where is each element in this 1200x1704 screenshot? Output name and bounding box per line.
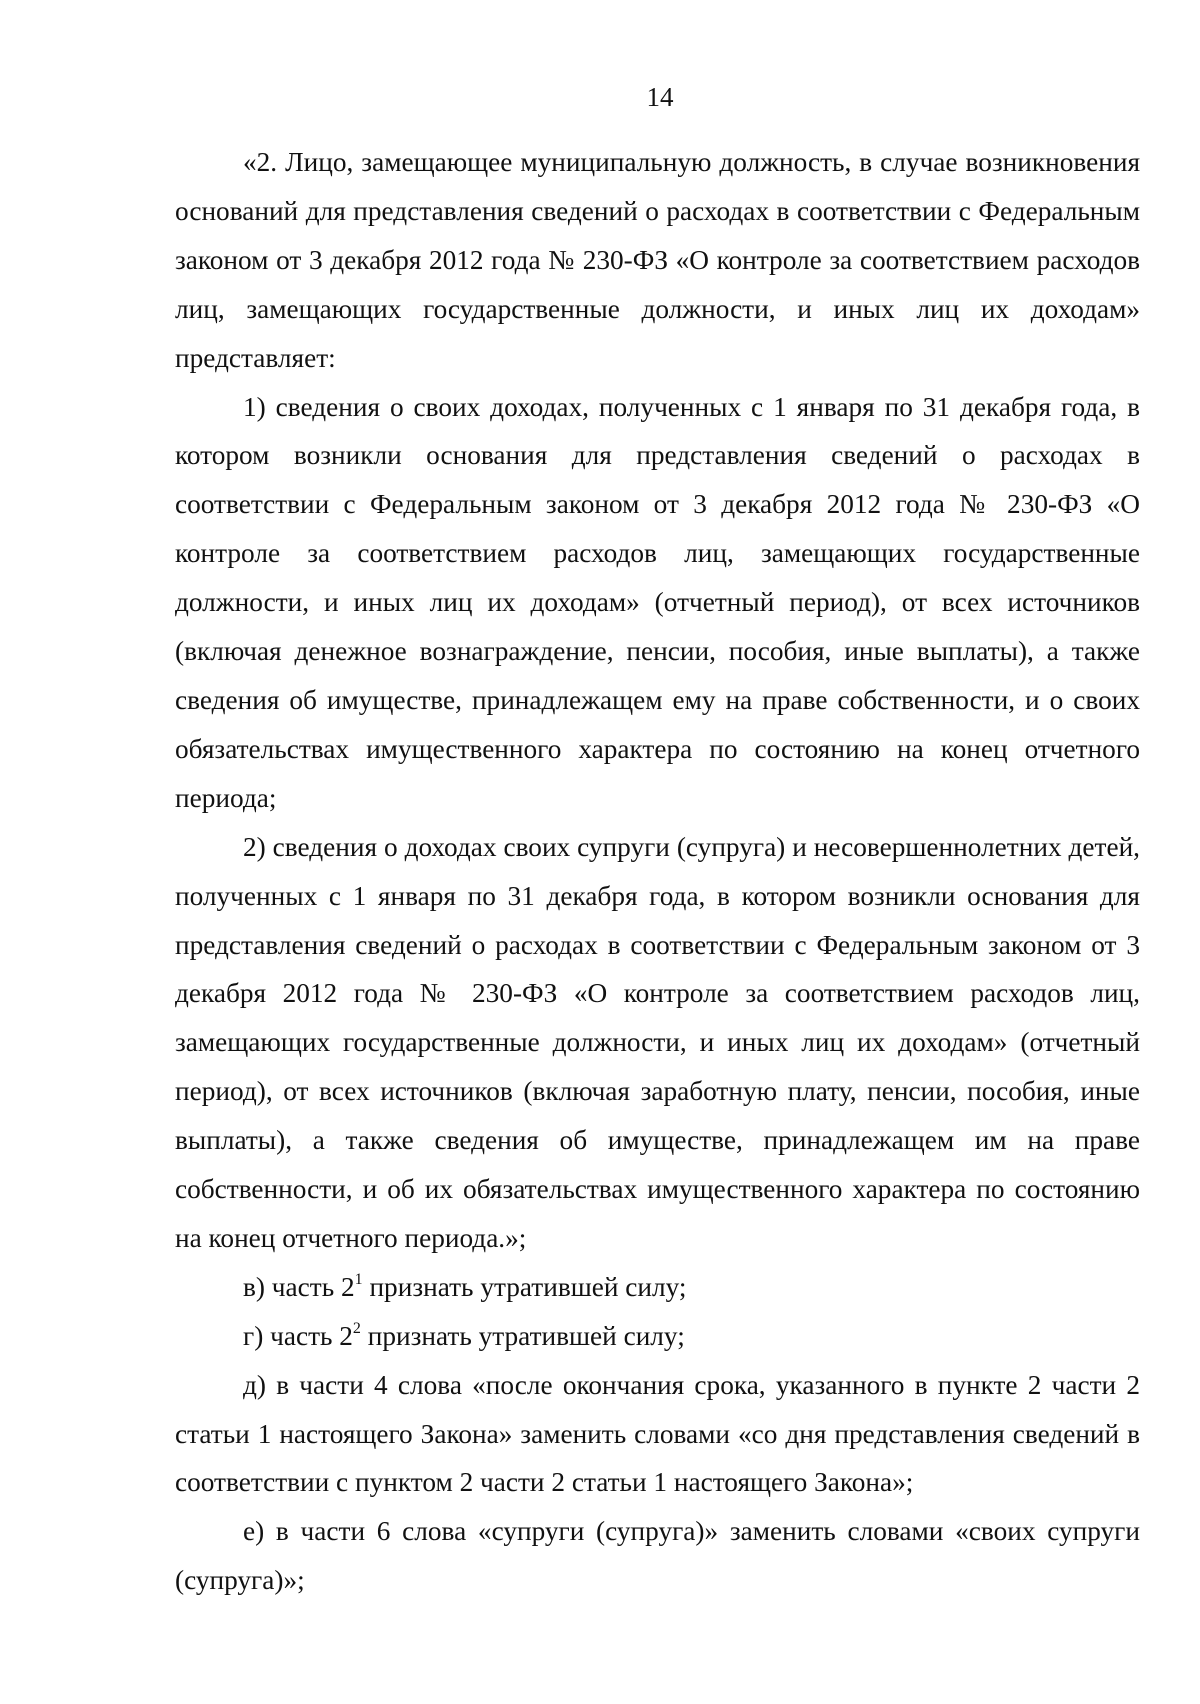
paragraph-2: «2. Лицо, замещающее муниципальную должность, в случае возникновения оснований для представления сведений о расходах в соответствии с Федеральным законом от 3 декабря 2012 года № 230-ФЗ «О контроле за соответствием расходов лиц, замещающих государственные должности, и иных лиц их доходам» представляет: — [175, 147, 1140, 373]
item-g-superscript: 2 — [352, 1319, 361, 1337]
paragraph-item-e: е) в части 6 слова «супруги (супруга)» заменить словами «своих супруги (супруга)»; — [175, 1516, 1140, 1596]
paragraph-item-2: 2) сведения о доходах своих супруги (супруга) и несовершеннолетних детей, полученных с 1 января по 31 декабря года, в котором возникли основания для представления сведений о расходах в соответствии с Федеральным законом от 3 декабря 2012 года № 230-ФЗ «О контроле за соответствием расходов лиц, замещающих государственные должности, и иных лиц их доходам» (отчетный период), от всех источников (включая заработную плату, пенсии, пособия, иные выплаты), а также сведения об имуществе, принадлежащем им на праве собственности, и об их обязательствах имущественного характера по состоянию на конец отчетного периода.»; — [175, 831, 1140, 1253]
page-number: 14 — [646, 82, 674, 112]
item-g-prefix: г) часть 2 — [243, 1320, 353, 1351]
item-g-suffix: признать утратившей силу; — [360, 1320, 685, 1351]
paragraph-item-d: д) в части 4 слова «после окончания срока, указанного в пункте 2 части 2 статьи 1 настоящего Закона» заменить словами «со дня представления сведений в соответствии с пунктом 2 части 2 статьи 1 настоящего Закона»; — [175, 1369, 1140, 1498]
paragraph-item-v — [175, 1263, 1140, 1312]
item-v-superscript: 1 — [354, 1270, 363, 1288]
item-v-prefix: в) часть 2 — [243, 1271, 355, 1302]
document-body — [175, 138, 1140, 1605]
paragraph-item-g — [175, 1312, 1140, 1361]
item-v-suffix: признать утратившей силу; — [362, 1271, 687, 1302]
paragraph-item-1: 1) сведения о своих доходах, полученных с 1 января по 31 декабря года, в котором возникли основания для представления сведений о расходах в соответствии с Федеральным законом от 3 декабря 2012 года № 230-ФЗ «О контроле за соответствием расходов лиц, замещающих государственные должности, и иных лиц их доходам» (отчетный период), от всех источников (включая денежное вознаграждение, пенсии, пособия, иные выплаты), а также сведения об имуществе, принадлежащем ему на праве собственности, и о своих обязательствах имущественного характера по состоянию на конец отчетного периода; — [175, 391, 1140, 813]
